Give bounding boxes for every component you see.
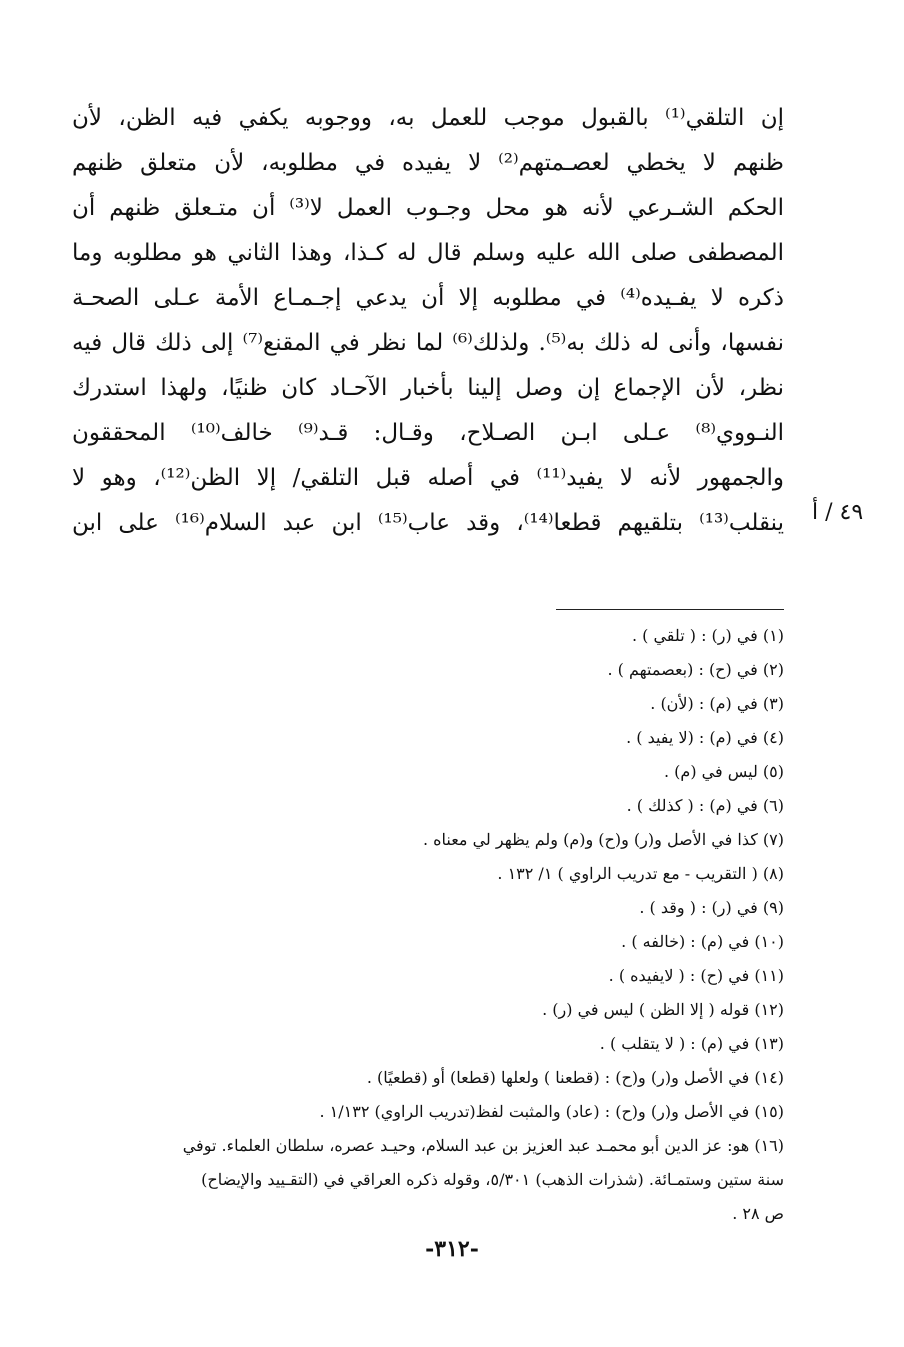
footnote: (١٣) في (م) : ( لا يتقلب ) . [599,1034,784,1053]
text-line: ذكره لا يفـيده⁽⁴⁾ في مطلوبه إلا أن يدعي إجـمـاع الأمة عـلى الصحـة [72,285,784,311]
footnote: (٨) ( التقريب - مع تدريب الراوي ) ١/ ١٣٢ . [497,864,784,883]
text-line: المصطفى صلى الله عليه وسلم قال له كـذا، وهذا الثاني هو مطلوبه وما [72,240,784,266]
footnote: (١٦) هو: عز الدين أبو محمـد عبد العزيز بن عبد السلام، وحيـد عصره، سلطان العلماء. توفي [182,1136,784,1155]
text-line: ظنهم لا يخطي لعصـمتهم⁽²⁾ لا يفيده في مطلوبه، لأن متعلق ظنهم [72,150,784,176]
main-text [72,96,784,546]
footnote: (١٠) في (م) : (خالفه ) . [621,932,784,951]
footnotes [72,619,784,1231]
footnote: (١) في (ر) : ( تلقي ) . [631,626,784,645]
text-line: والجمهور لأنه لا يفيد⁽¹¹⁾ في أصله قبل التلقي/ إلا الظن⁽¹²⁾، وهو لا [72,465,784,491]
text-line: إن التلقي⁽¹⁾ بالقبول موجب للعمل به، ووجوبه يكفي فيه الظن، لأن [72,105,784,131]
footnote: (١٢) قوله ( إلا الظن ) ليس في (ر) . [542,1000,784,1019]
text-line: ينقلب⁽¹³⁾ بتلقيهم قطعا⁽¹⁴⁾، وقد عاب⁽¹⁵⁾ ابن عبد السلام⁽¹⁶⁾ على ابن [72,510,784,536]
footnote: (٢) في (ح) : (بعصمتهم ) . [607,660,784,679]
text-line: النـووي⁽⁸⁾ عـلى ابـن الصـلاح، وقـال: قـد⁽⁹⁾ خالف⁽¹⁰⁾ المحققون [72,420,784,446]
text-line: نظر، لأن الإجماع إن وصل إلينا بأخبار الآحـاد كان ظنيًا، ولهذا استدرك [72,375,784,401]
text-line: نفسها، وأنى له ذلك به⁽⁵⁾. ولذلك⁽⁶⁾ لما نظر في المقنع⁽⁷⁾ إلى ذلك قال فيه [72,330,784,356]
footnote-separator [556,609,784,610]
footnote: (٣) في (م) : (لأن) . [650,694,784,713]
footnote: (٧) كذا في الأصل و(ر) و(ح) و(م) ولم يظهر لي معناه . [422,830,784,849]
footnote: (١١) في (ح) : ( لايفيده ) . [608,966,784,985]
footnote: (٥) ليس في (م) . [664,762,784,781]
footnote: (١٤) في الأصل و(ر) و(ح) : (قطعنا ) ولعلها (قطعا) أو (قطعيًا) . [366,1068,784,1087]
text-line: الحكم الشـرعي لأنه هو محل وجـوب العمل لا⁽³⁾ أن متـعلق ظنهم أن [72,195,784,221]
manuscript-folio-ref: ٤٩ / أ [812,500,864,525]
footnote: (٩) في (ر) : ( وقد ) . [639,898,784,917]
footnote: (٤) في (م) : (لا يفيد ) . [626,728,784,747]
footnote-continuation: ص ٢٨ . [732,1204,784,1223]
footnote: (١٥) في الأصل و(ر) و(ح) : (عاد) والمثبت لفظ(تدريب الراوي) ١/١٣٢ . [319,1102,784,1121]
footnote-continuation: سنة ستين وستمـائة. (شذرات الذهب) ٥/٣٠١، وقوله ذكره العراقي في (التقـييد والإيضاح) [201,1170,784,1189]
footnote: (٦) في (م) : ( كذلك ) . [626,796,784,815]
page-number: -٣١٢- [425,1236,479,1262]
